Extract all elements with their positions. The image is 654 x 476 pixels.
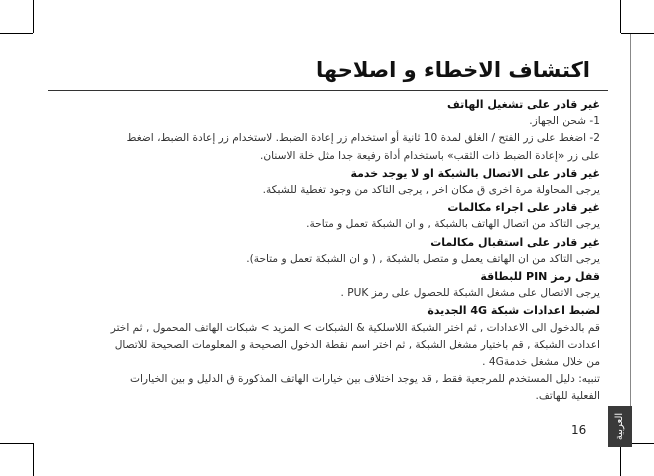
title-rule [48,90,608,91]
section-line: يرجى الاتصال على مشغل الشبكة للحصول على رمز PUK . [340,287,600,300]
crop-mark-top-right-vertical [620,0,621,33]
section-line: يرجى التاكد من اتصال الهاتف بالشبكة , و ان الشبكة تعمل و متاحة. [306,218,600,231]
crop-mark-bottom-left-horizontal [0,443,33,444]
section-line: يرجى المحاولة مرة اخرى ق مكان اخر , يرجى التاكد من وجود تغطية للشبكة. [262,184,600,197]
note-line: تنبيه: دليل المستخدم للمرجعية فقط , قد يوجد اختلاف بين خيارات الهاتف المذكورة ق الدليل و بين الخيارات [130,373,600,386]
section-line: 2- اضغط على زر الفتح / الغلق لمدة 10 ثانية أو استخدام زر إعادة الضبط. لاستخدام زر إعادة الضبط، اضغط [126,132,600,145]
section-heading-outgoing-calls: غير قادر على اجراء مكالمات [447,201,600,215]
section-heading-4g-settings: لضبط اعدادات شبكة 4G الجديدة [427,304,600,318]
section-line: قم بالدخول الى الاعدادات , ثم اختر الشبكة اللاسلكية & الشبكات > المزيد > شبكات الهاتف المحمول , ثم اختر [110,321,600,334]
crop-mark-top-left-horizontal [0,33,33,34]
language-side-tab [608,406,632,447]
page-title: اكتشاف الاخطاء و اصلاحها [316,58,590,82]
section-line: يرجى التاكد من ان الهاتف يعمل و متصل بالشبكة , ( و ان الشبكة تعمل و متاحة). [246,252,600,265]
section-line: من خلال مشغل خدمة4G . [482,356,600,369]
crop-mark-bottom-right-vertical [620,443,621,476]
language-tab-label: العربية [614,412,626,441]
crop-mark-top-right-horizontal [621,33,654,34]
section-heading-power: غير قادر على تشغيل الهاتف [447,98,600,111]
section-heading-incoming-calls: غير قادر على استقبال مكالمات [430,235,600,249]
crop-mark-bottom-left-vertical [33,443,34,476]
note-line: الفعلية للهاتف. [535,390,600,403]
troubleshooting-content [52,96,600,406]
page-number: 16 [571,423,587,437]
section-heading-network: غير قادر على الاتصال بالشبكة او لا يوجد خدمة [350,166,600,180]
side-divider [630,34,631,406]
crop-mark-top-left-vertical [33,0,34,33]
section-line: على زر «إعادة الضبط ذات الثقب» باستخدام أداة رفيعة جدا مثل خلة الاسنان. [260,149,600,162]
section-heading-pin-lock: قفل رمز PIN للبطاقة [480,270,600,284]
section-line: اعدادت الشبكة , قم باختيار مشغل الشبكة , ثم اختر اسم نقطة الدخول الصحيحة و المعلومات الصحيحة للاتصال [114,338,600,351]
section-line: 1- شحن الجهاز. [529,115,600,128]
